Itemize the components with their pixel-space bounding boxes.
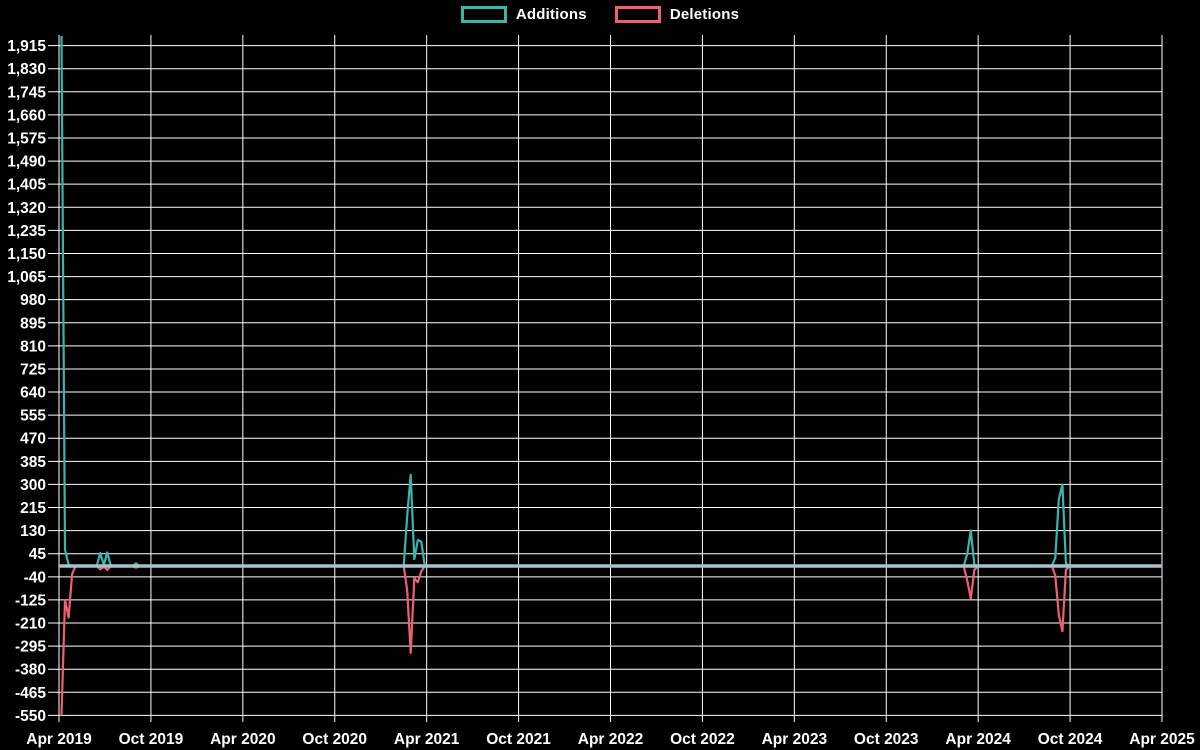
svg-text:1,830: 1,830 (7, 61, 46, 79)
svg-text:-40: -40 (23, 569, 46, 587)
svg-text:-210: -210 (14, 615, 46, 633)
svg-text:45: 45 (28, 546, 46, 564)
chart-legend (0, 6, 1200, 23)
svg-text:215: 215 (20, 500, 46, 518)
svg-text:1,150: 1,150 (7, 245, 46, 263)
svg-text:Oct 2019: Oct 2019 (118, 731, 184, 748)
svg-text:-550: -550 (14, 707, 46, 725)
svg-text:725: 725 (20, 361, 46, 379)
svg-text:Oct 2024: Oct 2024 (1037, 731, 1103, 748)
svg-text:Apr 2023: Apr 2023 (761, 731, 828, 748)
svg-text:1,235: 1,235 (7, 222, 46, 240)
svg-text:-125: -125 (14, 592, 46, 610)
svg-text:640: 640 (20, 384, 46, 402)
svg-text:555: 555 (20, 407, 46, 425)
svg-text:1,065: 1,065 (7, 269, 46, 287)
svg-text:Apr 2022: Apr 2022 (577, 731, 644, 748)
svg-text:1,490: 1,490 (7, 153, 46, 171)
svg-text:895: 895 (20, 315, 46, 333)
legend-item-deletions[interactable] (615, 6, 739, 23)
additions-swatch-icon (461, 6, 507, 23)
deletions-swatch-icon (615, 6, 661, 23)
legend-label-additions: Additions (515, 6, 587, 23)
svg-text:Apr 2021: Apr 2021 (393, 731, 460, 748)
svg-text:1,320: 1,320 (7, 199, 46, 217)
svg-text:Oct 2021: Oct 2021 (486, 731, 551, 748)
svg-text:300: 300 (20, 476, 46, 494)
svg-text:385: 385 (20, 453, 46, 471)
svg-text:470: 470 (20, 430, 46, 448)
svg-text:1,915: 1,915 (7, 38, 46, 56)
svg-text:810: 810 (20, 338, 46, 356)
svg-text:1,745: 1,745 (7, 84, 46, 102)
svg-text:Oct 2020: Oct 2020 (302, 731, 368, 748)
svg-text:Oct 2022: Oct 2022 (670, 731, 735, 748)
svg-text:-380: -380 (14, 661, 46, 679)
svg-text:1,660: 1,660 (7, 107, 46, 125)
svg-text:-295: -295 (14, 638, 46, 656)
svg-text:1,405: 1,405 (7, 176, 46, 194)
legend-label-deletions: Deletions (669, 6, 740, 23)
svg-text:130: 130 (20, 523, 46, 541)
svg-text:-465: -465 (14, 684, 46, 702)
svg-text:1,575: 1,575 (7, 130, 46, 148)
svg-text:Apr 2024: Apr 2024 (945, 731, 1011, 748)
svg-text:980: 980 (20, 292, 46, 310)
svg-text:Oct 2023: Oct 2023 (853, 731, 919, 748)
legend-item-additions[interactable] (461, 6, 587, 23)
svg-text:Apr 2025: Apr 2025 (1129, 731, 1195, 748)
svg-text:Apr 2020: Apr 2020 (210, 731, 276, 748)
svg-text:Apr 2019: Apr 2019 (26, 731, 92, 748)
